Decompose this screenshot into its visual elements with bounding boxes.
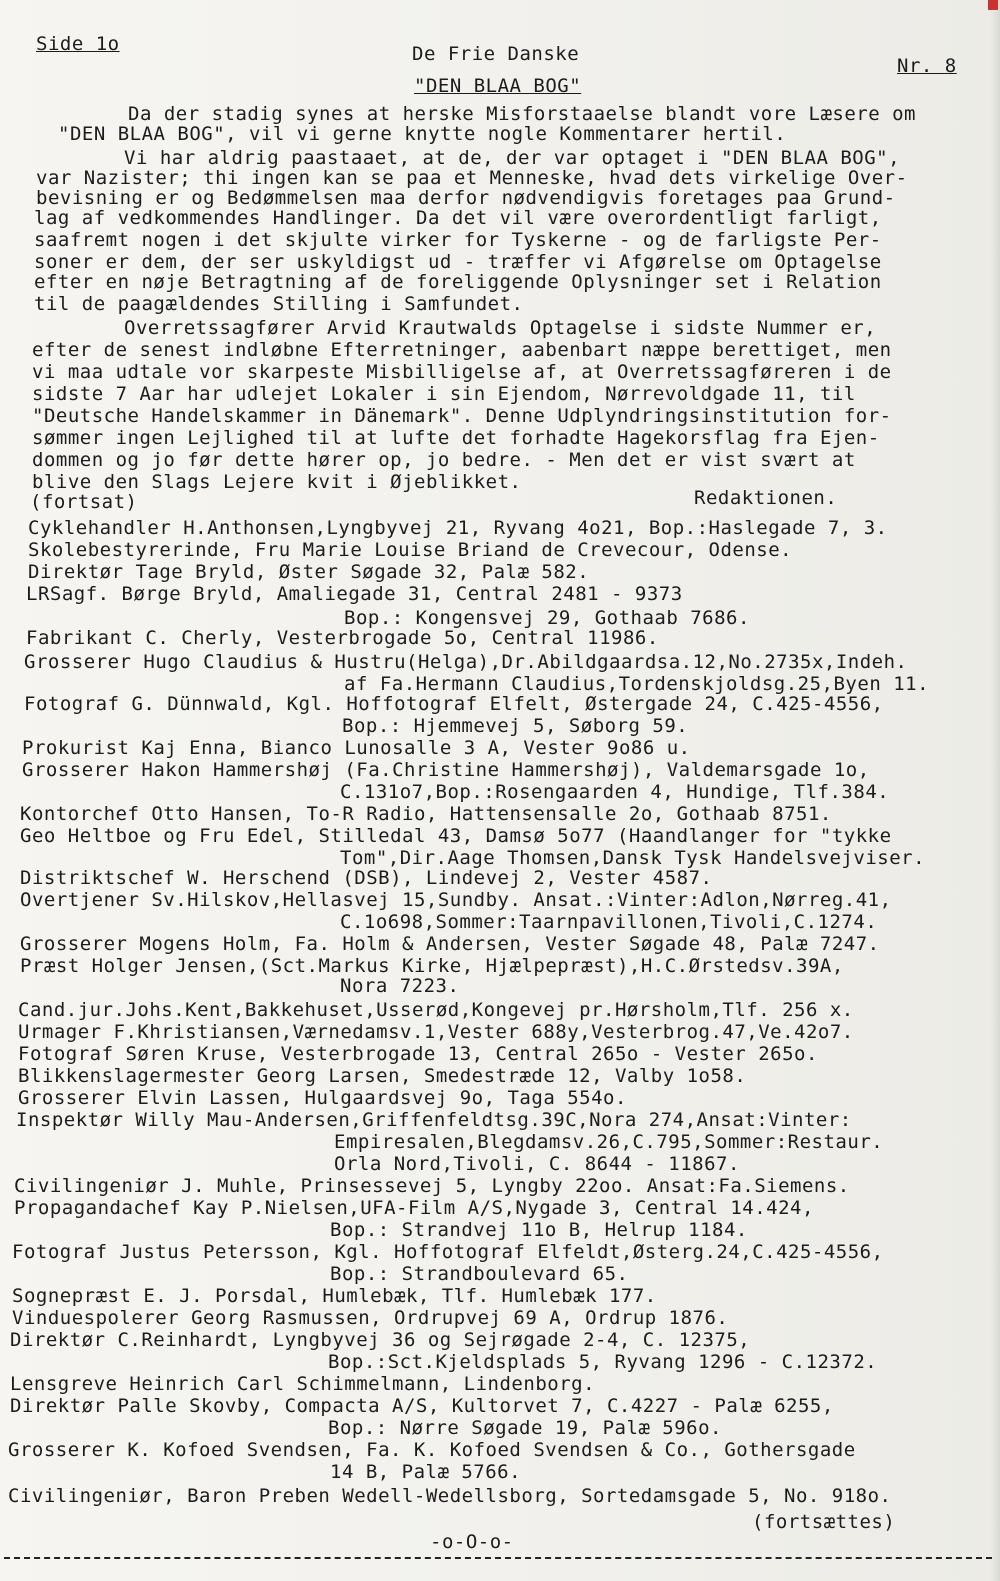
list-entry: Bop.: Hjemmevej 5, Søborg 59. xyxy=(342,715,689,737)
list-entry: Bop.: Strandboulevard 65. xyxy=(330,1263,629,1285)
list-entry: Bop.: Kongensvej 29, Gothaab 7686. xyxy=(344,607,750,629)
list-entry: Direktør Palle Skovby, Compacta A/S, Kultorvet 7, C.4227 - Palæ 6255, xyxy=(10,1395,834,1417)
list-entry: Overtjener Sv.Hilskov,Hellasvej 15,Sundby. Ansat.:Vinter:Adlon,Nørreg.41, xyxy=(20,889,892,911)
article-line: sømmer ingen Lejlighed til at lufte det forhadte Hagekorsflag fra Ejen- xyxy=(32,427,880,449)
article-line: saafremt nogen i det skjulte virker for Tyskerne - og de farligste Per- xyxy=(34,229,882,251)
corner-mark xyxy=(988,0,998,10)
list-entry: Direktør C.Reinhardt, Lyngbyvej 36 og Sejrøgade 2-4, C. 12375, xyxy=(10,1329,751,1351)
list-entry: Fabrikant C. Cherly, Vesterbrogade 5o, Central 11986. xyxy=(26,627,659,649)
list-entry: Tom",Dir.Aage Thomsen,Dansk Tysk Handelsvejviser. xyxy=(340,847,926,869)
list-entry: Nora 7223. xyxy=(340,975,460,997)
list-entry: Grosserer K. Kofoed Svendsen, Fa. K. Kofoed Svendsen & Co., Gothersgade xyxy=(8,1439,856,1461)
article-line: blive den Slags Lejere kvit i Øjeblikket. xyxy=(32,471,522,493)
to-be-continued-label: (fortsættes) xyxy=(752,1511,896,1533)
article-line: var Nazister; thi ingen kan se paa et Menneske, hvad dets virkelige Over- xyxy=(36,167,908,189)
article-line: dommen og jo før dette hører op, jo bedre. - Men det er vist svært at xyxy=(32,449,856,471)
list-entry: Fotograf Søren Kruse, Vesterbrogade 13, Central 265o - Vester 265o. xyxy=(18,1043,818,1065)
list-entry: Præst Holger Jensen,(Sct.Markus Kirke, Hjælpepræst),H.C.Ørstedsv.39A, xyxy=(20,955,844,977)
section-divider: -o-O-o- xyxy=(430,1531,514,1553)
article-title: "DEN BLAA BOG" xyxy=(414,75,582,97)
list-entry: C.1o698,Sommer:Taarnpavillonen,Tivoli,C.1274. xyxy=(340,911,878,933)
list-entry: Empiresalen,Blegdamsv.26,C.795,Sommer:Restaur. xyxy=(334,1131,884,1153)
article-line: til de paagældendes Stilling i Samfundet. xyxy=(34,293,524,315)
list-entry: Blikkenslagermester Georg Larsen, Smedestræde 12, Valby 1o58. xyxy=(18,1065,747,1087)
list-entry: Grosserer Hakon Hammershøj (Fa.Christine Hammershøj), Valdemarsgade 1o, xyxy=(22,759,870,781)
list-entry: 14 B, Palæ 5766. xyxy=(330,1461,522,1483)
list-entry: Bop.:Sct.Kjeldsplads 5, Ryvang 1296 - C.12372. xyxy=(328,1351,878,1373)
list-entry: Sognepræst E. J. Porsdal, Humlebæk, Tlf. Humlebæk 177. xyxy=(12,1285,657,1307)
list-entry: Grosserer Hugo Claudius & Hustru(Helga),Dr.Abildgaardsa.12,No.2735x,Indeh. xyxy=(24,651,908,673)
continued-label: (fortsat) xyxy=(30,491,138,513)
list-entry: Fotograf G. Dünnwald, Kgl. Hoffotograf Elfelt, Østergade 24, C.425-4556, xyxy=(24,693,884,715)
list-entry: LRSagf. Børge Bryld, Amaliegade 31, Central 2481 - 9373 xyxy=(26,583,683,605)
list-entry: Geo Heltboe og Fru Edel, Stilledal 43, Damsø 5o77 (Haandlanger for "tykke xyxy=(20,825,892,847)
list-entry: Distriktschef W. Herschend (DSB), Lindevej 2, Vester 4587. xyxy=(20,867,713,889)
signature: Redaktionen. xyxy=(694,487,838,509)
list-entry: Grosserer Mogens Holm, Fa. Holm & Andersen, Vester Søgade 48, Palæ 7247. xyxy=(20,933,880,955)
list-entry: Direktør Tage Bryld, Øster Søgade 32, Palæ 582. xyxy=(28,561,590,583)
list-entry: Vinduespolerer Georg Rasmussen, Ordrupvej 69 A, Ordrup 1876. xyxy=(12,1307,729,1329)
list-entry: Prokurist Kaj Enna, Bianco Lunosalle 3 A, Vester 9o86 u. xyxy=(22,737,691,759)
article-line: bevisning er og Bedømmelsen maa derfor nødvendigvis foretages paa Grund- xyxy=(36,187,896,209)
list-entry: Fotograf Justus Petersson, Kgl. Hoffotograf Elfeldt,Østerg.24,C.425-4556, xyxy=(12,1241,884,1263)
list-entry: Orla Nord,Tivoli, C. 8644 - 11867. xyxy=(334,1153,740,1175)
list-entry: af Fa.Hermann Claudius,Tordenskjoldsg.25,Byen 11. xyxy=(344,673,930,695)
article-line: Vi har aldrig paastaaet, at de, der var optaget i "DEN BLAA BOG", xyxy=(124,147,901,169)
article-line: efter de senest indløbne Efterretninger, aabenbart næppe berettiget, men xyxy=(32,339,892,361)
article-line: vi maa udtale vor skarpeste Misbilligelse af, at Overretssagføreren i de xyxy=(32,361,892,383)
article-line: soner er dem, der ser uskyldigst ud - træffer vi Afgørelse om Optagelse xyxy=(34,251,882,273)
dashed-rule xyxy=(4,1557,992,1559)
page-number: Side 1o xyxy=(36,33,120,55)
page-edge-shadow xyxy=(990,0,1000,1581)
article-line: Da der stadig synes at herske Misforstaaelse blandt vore Læsere om xyxy=(128,103,916,125)
publication-name: De Frie Danske xyxy=(412,43,580,65)
issue-number: Nr. 8 xyxy=(897,55,957,77)
list-entry: C.131o7,Bop.:Rosengaarden 4, Hundige, Tlf.384. xyxy=(340,781,890,803)
article-line: "Deutsche Handelskammer in Dänemark". Denne Udplyndringsinstitution for- xyxy=(32,405,892,427)
list-entry: Civilingeniør, Baron Preben Wedell-Wedellsborg, Sortedamsgade 5, No. 918o. xyxy=(8,1485,892,1507)
list-entry: Grosserer Elvin Lassen, Hulgaardsvej 9o, Taga 554o. xyxy=(18,1087,627,1109)
list-entry: Cand.jur.Johs.Kent,Bakkehuset,Usserød,Kongevej pr.Hørsholm,Tlf. 256 x. xyxy=(18,999,854,1021)
list-entry: Cyklehandler H.Anthonsen,Lyngbyvej 21, Ryvang 4o21, Bop.:Haslegade 7, 3. xyxy=(28,517,888,539)
list-entry: Kontorchef Otto Hansen, To-R Radio, Hattensensalle 2o, Gothaab 8751. xyxy=(20,803,832,825)
article-line: sidste 7 Aar har udlejet Lokaler i sin Ejendom, Nørrevoldgade 11, til xyxy=(32,383,856,405)
list-entry: Skolebestyrerinde, Fru Marie Louise Briand de Crevecour, Odense. xyxy=(28,539,793,561)
list-entry: Lensgreve Heinrich Carl Schimmelmann, Lindenborg. xyxy=(10,1373,596,1395)
article-line: efter en nøje Betragtning af de foreliggende Oplysninger set i Relation xyxy=(34,271,882,293)
article-line: "DEN BLAA BOG", vil vi gerne knytte nogle Kommentarer hertil. xyxy=(58,123,787,145)
list-entry: Bop.: Nørre Søgade 19, Palæ 596o. xyxy=(328,1417,722,1439)
article-line: lag af vedkommendes Handlinger. Da det vil være overordentligt farligt, xyxy=(34,207,882,229)
list-entry: Bop.: Strandvej 11o B, Helrup 1184. xyxy=(330,1219,748,1241)
list-entry: Civilingeniør J. Muhle, Prinsessevej 5, Lyngby 22oo. Ansat:Fa.Siemens. xyxy=(14,1175,850,1197)
article-line: Overretssagfører Arvid Krautwalds Optagelse i sidste Nummer er, xyxy=(124,317,877,339)
list-entry: Inspektør Willy Mau-Andersen,Griffenfeldtsg.39C,Nora 274,Ansat:Vinter: xyxy=(16,1109,852,1131)
list-entry: Propagandachef Kay P.Nielsen,UFA-Film A/S,Nygade 3, Central 14.424, xyxy=(14,1197,814,1219)
list-entry: Urmager F.Khristiansen,Værnedamsv.1,Vester 688y,Vesterbrog.47,Ve.42o7. xyxy=(18,1021,854,1043)
